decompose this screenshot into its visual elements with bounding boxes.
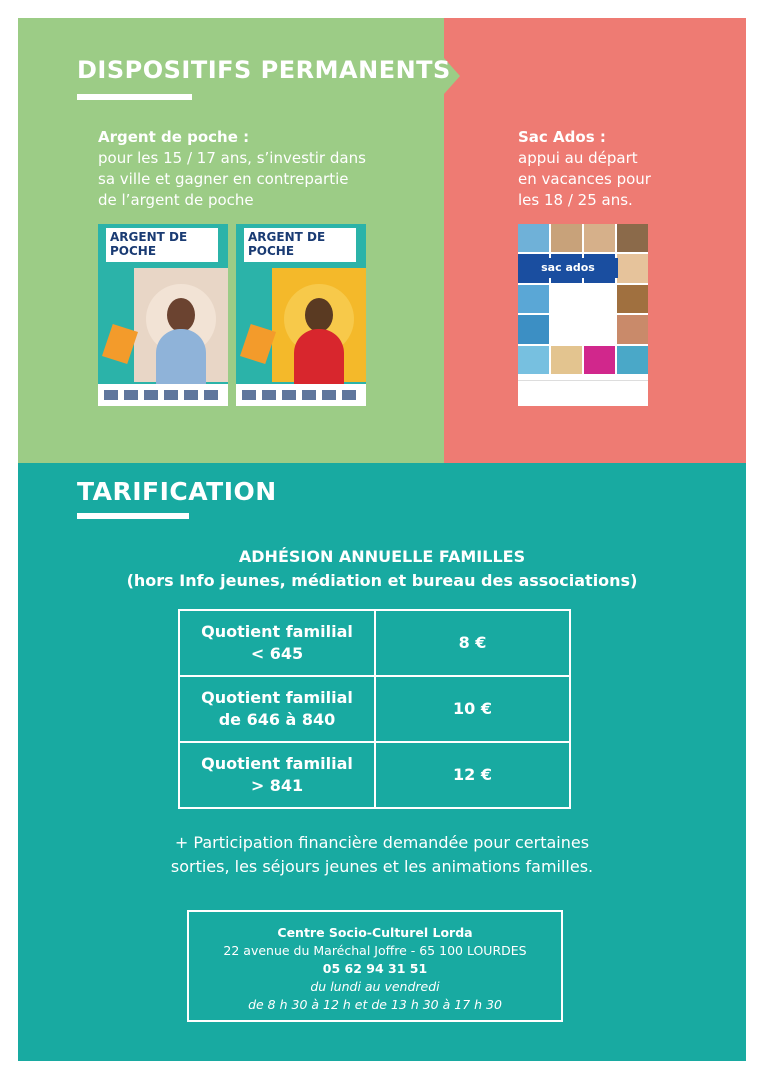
contact-address: 22 avenue du Maréchal Joffre - 65 100 LOURDES [223,943,527,958]
sac-label: Sac Ados : [518,128,606,146]
contact-name: Centre Socio-Culturel Lorda [277,925,473,940]
sac-ados-text [518,127,718,211]
price-cell: 12 € [375,742,570,808]
quotient-range: < 645 [250,644,304,663]
argent-line: pour les 15 / 17 ans, s’investir dans [98,149,366,167]
tarif-table [178,609,571,809]
argent-de-poche-poster-boy [236,224,366,406]
poster-heading: ARGENT DE POCHE [106,228,218,262]
contact-days: du lundi au vendredi [310,979,440,994]
dispositifs-title: DISPOSITIFS PERMANENTS [77,56,451,84]
argent-line: sa ville et gagner en contrepartie [98,170,349,188]
sac-line: en vacances pour [518,170,651,188]
participation-line: sorties, les séjours jeunes et les animations familles. [170,857,594,876]
poster-orange-shape [102,324,138,364]
quotient-cell [179,610,375,676]
poster-logos [242,390,360,400]
sac-photo-grid [518,224,648,374]
argent-line: de l’argent de poche [98,191,254,209]
table-row [179,610,570,676]
quotient-label: Quotient familial [201,688,353,707]
participation-line: + Participation financière demandée pour certaines [174,833,590,852]
price-cell: 10 € [375,676,570,742]
tarification-title: TARIFICATION [77,477,277,506]
tarification-title-underline [77,513,189,519]
quotient-range: > 841 [250,776,304,795]
adhesion-title: ADHÉSION ANNUELLE FAMILLES [238,547,526,566]
sac-ados-poster [518,224,648,406]
dispositifs-green-panel [18,18,444,463]
dispositifs-title-underline [77,94,192,100]
contact-hours: de 8 h 30 à 12 h et de 13 h 30 à 17 h 30 [248,997,502,1012]
table-row [179,676,570,742]
quotient-label: Quotient familial [201,622,353,641]
argent-de-poche-poster-girl [98,224,228,406]
quotient-cell [179,676,375,742]
sac-poster-heading: sac ados [518,258,618,278]
poster-person-head [167,298,195,332]
sac-line: les 18 / 25 ans. [518,191,633,209]
sac-line: appui au départ [518,149,638,167]
poster-logos [104,390,222,400]
quotient-cell [179,742,375,808]
poster-person-head [305,298,333,332]
sac-poster-footer [518,380,648,406]
adhesion-subtitle: (hors Info jeunes, médiation et bureau des associations) [126,571,638,590]
contact-box [187,910,563,1022]
poster-orange-shape [240,324,276,364]
quotient-label: Quotient familial [201,754,353,773]
poster-heading: ARGENT DE POCHE [244,228,356,262]
quotient-range: de 646 à 840 [218,710,336,729]
contact-phone[interactable]: 05 62 94 31 51 [322,961,428,976]
table-row [179,742,570,808]
poster-person-body [156,329,206,385]
argent-de-poche-text [98,127,388,211]
price-cell: 8 € [375,610,570,676]
poster-person-body [294,329,344,385]
participation-note [0,831,764,879]
argent-label: Argent de poche : [98,128,250,146]
